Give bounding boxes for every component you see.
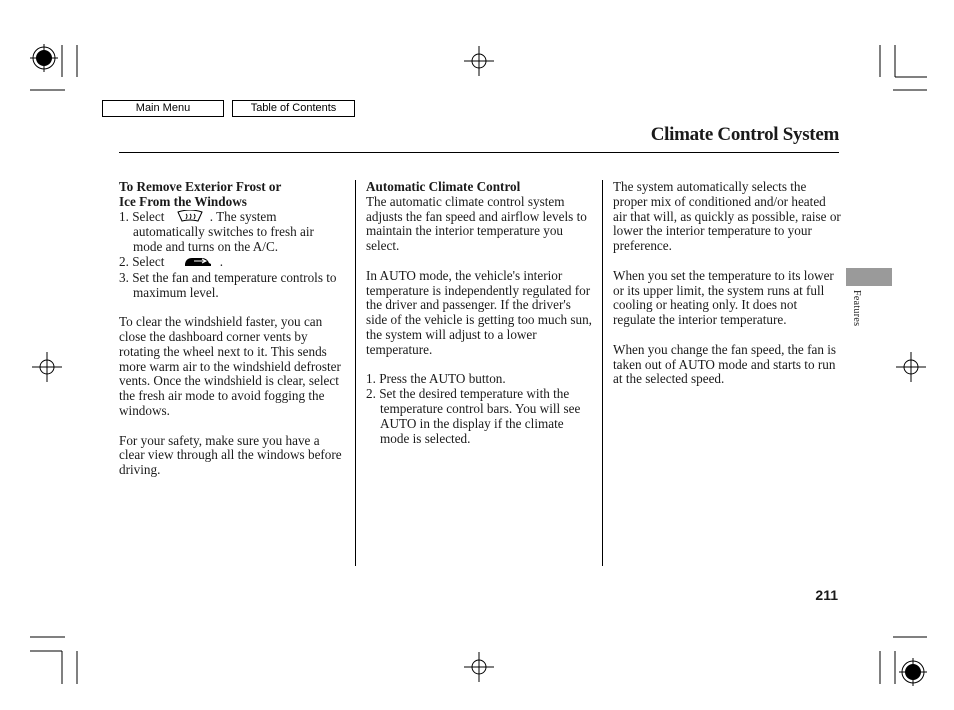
step-1: 1. Press the AUTO button. [366, 371, 506, 387]
column-frost-removal [119, 180, 347, 478]
header-rule [119, 152, 839, 153]
paragraph: The automatic climate control system adjusts the fan speed and airflow levels to maintain the interior temperature you select. [366, 193, 587, 254]
column-system-info [613, 180, 841, 387]
paragraph: In AUTO mode, the vehicle's interior temperature is independently regulated for the driver and passenger. If the driver's side of the vehicle is getting too much sun, the system will adjust to a lower temperature. [366, 267, 592, 357]
crosshair-icon [896, 352, 926, 382]
column-auto-climate [366, 180, 594, 446]
section-heading: Ice From the Windows [119, 193, 247, 209]
column-divider [355, 180, 356, 566]
step-1 [119, 210, 347, 226]
paragraph: When you set the temperature to its lower or its upper limit, the system runs at full cooling or heating only. It does not regulate the interior temperature. [613, 267, 834, 328]
crosshair-icon [32, 352, 62, 382]
step-text: 1. Select [119, 208, 165, 224]
page-title: Climate Control System [650, 124, 839, 145]
section-tab [846, 268, 892, 286]
step-text: automatically switches to fresh air [133, 224, 314, 240]
windshield-defrost-icon [176, 210, 204, 226]
table-of-contents-button[interactable]: Table of Contents [232, 100, 355, 117]
step-text: 2. Select [119, 254, 165, 270]
page-number: 211 [815, 587, 838, 603]
fresh-air-mode-icon [182, 255, 214, 271]
step-2: 2. Set the desired temperature with the temperature control bars. You will see AUTO in the display if the climate mode is selected. [366, 386, 581, 446]
crosshair-icon [464, 46, 494, 76]
paragraph: To clear the windshield faster, you can close the dashboard corner vents by rotating the wheel next to it. This sends more warm air to the windshield defroster vents. Once the windshield is clear, select the fresh air mode to avoid fogging the windows. [119, 314, 341, 419]
main-menu-button[interactable]: Main Menu [102, 100, 224, 117]
step-text: . [219, 254, 224, 270]
registration-target-icon [899, 658, 927, 686]
step-3: 3. Set the fan and temperature controls to maximum level. [119, 269, 337, 300]
paragraph: For your safety, make sure you have a clear view through all the windows before driving. [119, 432, 342, 478]
paragraph: The system automatically selects the proper mix of conditioned and/or heated air that will, as quickly as possible, raise or lower the interior temperature to your preference. [613, 179, 841, 254]
step-text: . The system [209, 208, 277, 224]
crosshair-icon [464, 652, 494, 682]
section-heading: Automatic Climate Control [366, 179, 521, 194]
column-divider [602, 180, 603, 566]
registration-target-icon [30, 44, 58, 72]
section-label: Features [851, 290, 862, 327]
step-text: mode and turns on the A/C. [133, 239, 279, 255]
paragraph: When you change the fan speed, the fan is taken out of AUTO mode and starts to run at the selected speed. [613, 341, 837, 387]
step-2 [119, 255, 347, 271]
section-heading: To Remove Exterior Frost or [119, 179, 282, 194]
